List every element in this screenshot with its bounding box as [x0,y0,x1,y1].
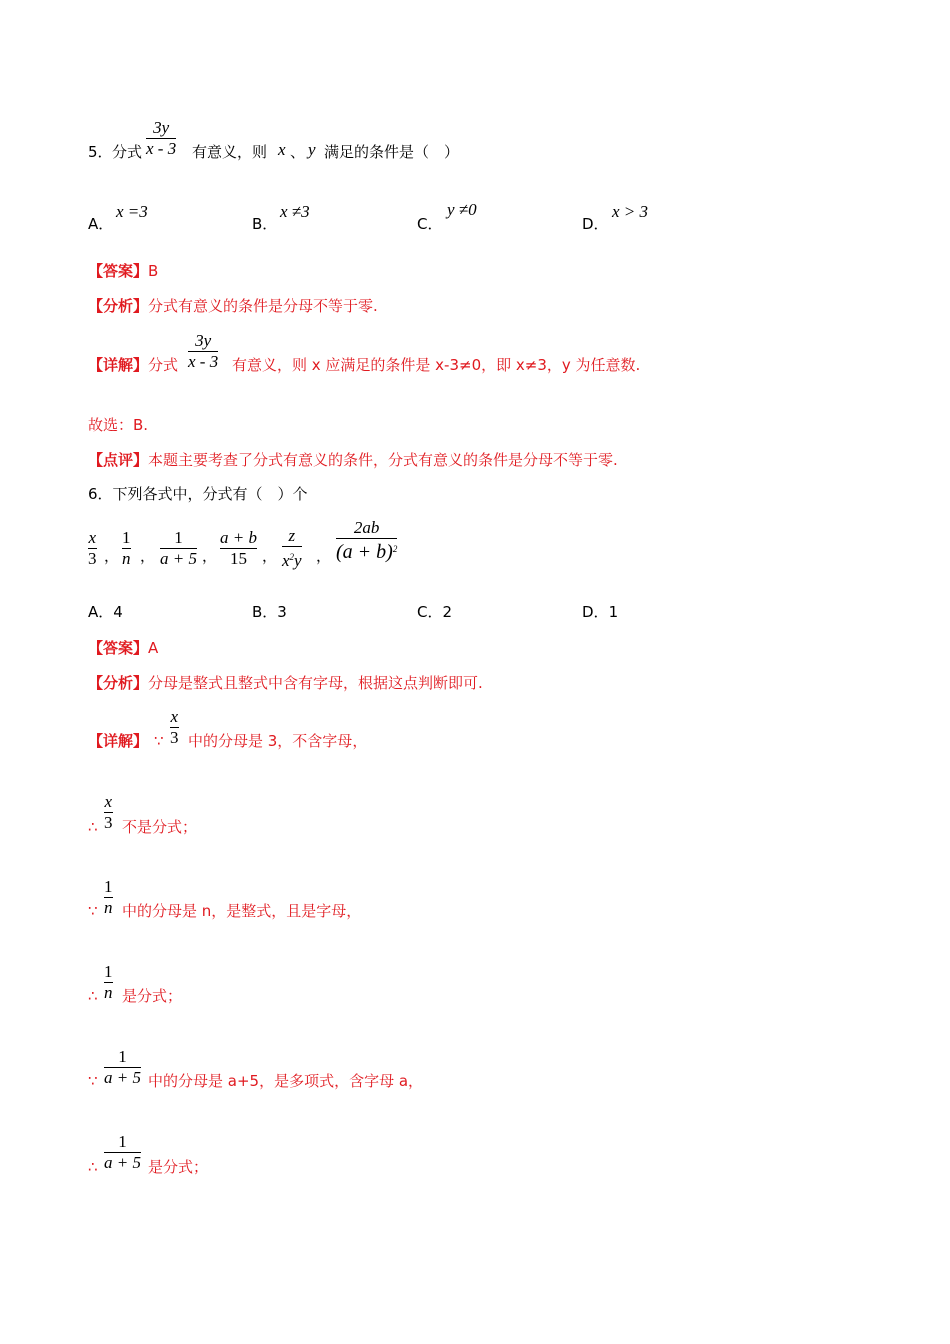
expr-den-exponent: 2 [289,552,295,562]
q5-stem-before: 分式 [112,143,143,161]
q6-option-b-value: 3 [277,603,287,621]
q6-step-4-fraction [104,962,113,1003]
q6-stem: 6．下列各式中，分式有（ ）个 [88,485,308,503]
q6-option-a [88,602,123,622]
q5-detail-fraction [188,331,218,372]
q6-option-b [252,602,287,622]
q5-option-d-label: D． [582,215,609,233]
q6-step-2-text: 不是分式； [122,818,198,836]
q5-var-x: x [278,140,286,159]
q6-analysis-text: 分母是整式且整式中含有字母，根据这点判断即可. [148,674,483,692]
expr-denominator [336,539,397,563]
expr-den-base: (a + b) [336,541,393,563]
step-numerator: x [170,707,179,726]
comma: ， [104,547,120,565]
step-numerator: 1 [118,1047,127,1066]
step-denominator: a + 5 [104,1068,141,1087]
q6-option-d-label: D． [582,603,609,621]
step-numerator: 1 [104,962,113,981]
because-symbol: ∵ [88,1072,98,1090]
q5-choice: 故选：B. [88,416,149,434]
expr-denominator: 3 [88,549,97,568]
because-symbol: ∵ [154,732,164,750]
expr-denominator [282,547,302,571]
expr-numerator: 1 [174,528,183,547]
q5-fraction-numerator: 3y [153,118,170,137]
step-denominator: a + 5 [104,1153,141,1172]
step-numerator: 1 [118,1132,127,1151]
q5-detail-fraction-numerator: 3y [195,331,212,350]
expr-den-exponent: 2 [392,544,398,554]
q6-option-c-value: 2 [442,603,453,621]
q6-option-b-label: B． [252,603,278,621]
step-numerator: x [104,792,113,811]
expr-denominator: a + 5 [160,549,197,568]
step-denominator: n [104,898,113,917]
expr-den-tail: y [294,551,302,570]
comma: ， [316,547,332,565]
therefore-symbol: ∴ [88,818,98,836]
expr-numerator: a + b [220,528,257,547]
q5-comment-text: 本题主要考查了分式有意义的条件，分式有意义的条件是分母不等于零. [148,451,618,469]
q6-step-3-text: 中的分母是 n，是整式，且是字母， [122,902,362,920]
q6-step-3-fraction [104,877,113,918]
step-denominator: 3 [104,813,113,832]
q5-comment-tag: 【点评】 [88,451,149,469]
q5-analysis-text: 分式有意义的条件是分母不等于零. [148,297,378,315]
q5-option-c-label: C． [417,215,443,233]
q5-option-a-math: x =3 [116,202,148,221]
q5-option-b-math: x ≠3 [280,202,310,221]
q5-fraction [146,118,176,159]
q6-expr-6 [336,518,397,563]
q6-answer-text: A [148,639,159,657]
q6-option-d-value: 1 [608,603,619,621]
q5-option-b-label: B． [252,215,278,233]
comma: ， [140,547,156,565]
expr-numerator: x [88,528,97,547]
q6-step-1-fraction [170,707,179,748]
therefore-symbol: ∴ [88,987,98,1005]
q5-option-c-math: y ≠0 [447,200,477,219]
q5-answer-text: B [148,262,159,280]
q6-analysis-tag: 【分析】 [88,674,149,692]
q6-step-6-fraction [104,1132,141,1173]
expr-denominator: 15 [229,549,247,568]
q6-step-6-text: 是分式； [148,1158,209,1176]
step-denominator: 3 [170,728,179,747]
comma: ， [202,547,218,565]
q5-analysis-tag: 【分析】 [88,297,149,315]
q6-option-a-label: A． [88,603,114,621]
q5-option-d-math: x > 3 [612,202,649,221]
q6-detail-tag: 【详解】 [88,732,149,750]
step-numerator: 1 [104,877,113,896]
q6-step-2-fraction [104,792,113,833]
q5-option-a-label: A． [88,215,114,233]
q5-fraction-denominator: x - 3 [146,139,177,158]
q6-option-c [417,602,452,622]
q6-expr-5 [282,526,302,571]
q5-detail-before: 分式 [148,356,179,374]
q5-stem-after2: 满足的条件是（ ） [324,143,460,161]
expr-numerator: 1 [122,528,131,547]
q5-sep: 、 [290,143,306,161]
q5-var-y: y [308,140,316,159]
expr-numerator: z [288,526,296,545]
therefore-symbol: ∴ [88,1158,98,1176]
q6-step-5-fraction [104,1047,141,1088]
q6-option-a-value: 4 [113,603,123,621]
q6-expr-1 [88,528,97,569]
because-symbol: ∵ [88,902,98,920]
expr-denominator: n [122,549,131,568]
q6-answer-tag: 【答案】 [88,639,149,657]
q6-option-c-label: C． [417,603,443,621]
q6-step-1-text: 中的分母是 3，不含字母， [188,732,368,750]
q6-option-d [582,602,618,622]
step-denominator: n [104,983,113,1002]
q6-expr-3 [160,528,197,569]
q5-detail-fraction-denominator: x - 3 [188,352,219,371]
q5-answer-tag: 【答案】 [88,262,149,280]
q5-detail-tag: 【详解】 [88,356,149,374]
q6-step-5-text: 中的分母是 a+5，是多项式，含字母 a， [148,1072,424,1090]
q6-expr-4 [220,528,257,569]
q6-expr-2 [122,528,131,569]
q6-step-4-text: 是分式； [122,987,183,1005]
q5-number: 5． [88,143,113,161]
expr-den-base: x [282,551,290,570]
comma: ， [262,547,278,565]
expr-numerator: 2ab [353,518,380,537]
q5-detail-after: 有意义，则 x 应满足的条件是 x-3≠0，即 x≠3，y 为任意数. [232,356,641,374]
q5-stem-after1: 有意义，则 [192,143,268,161]
